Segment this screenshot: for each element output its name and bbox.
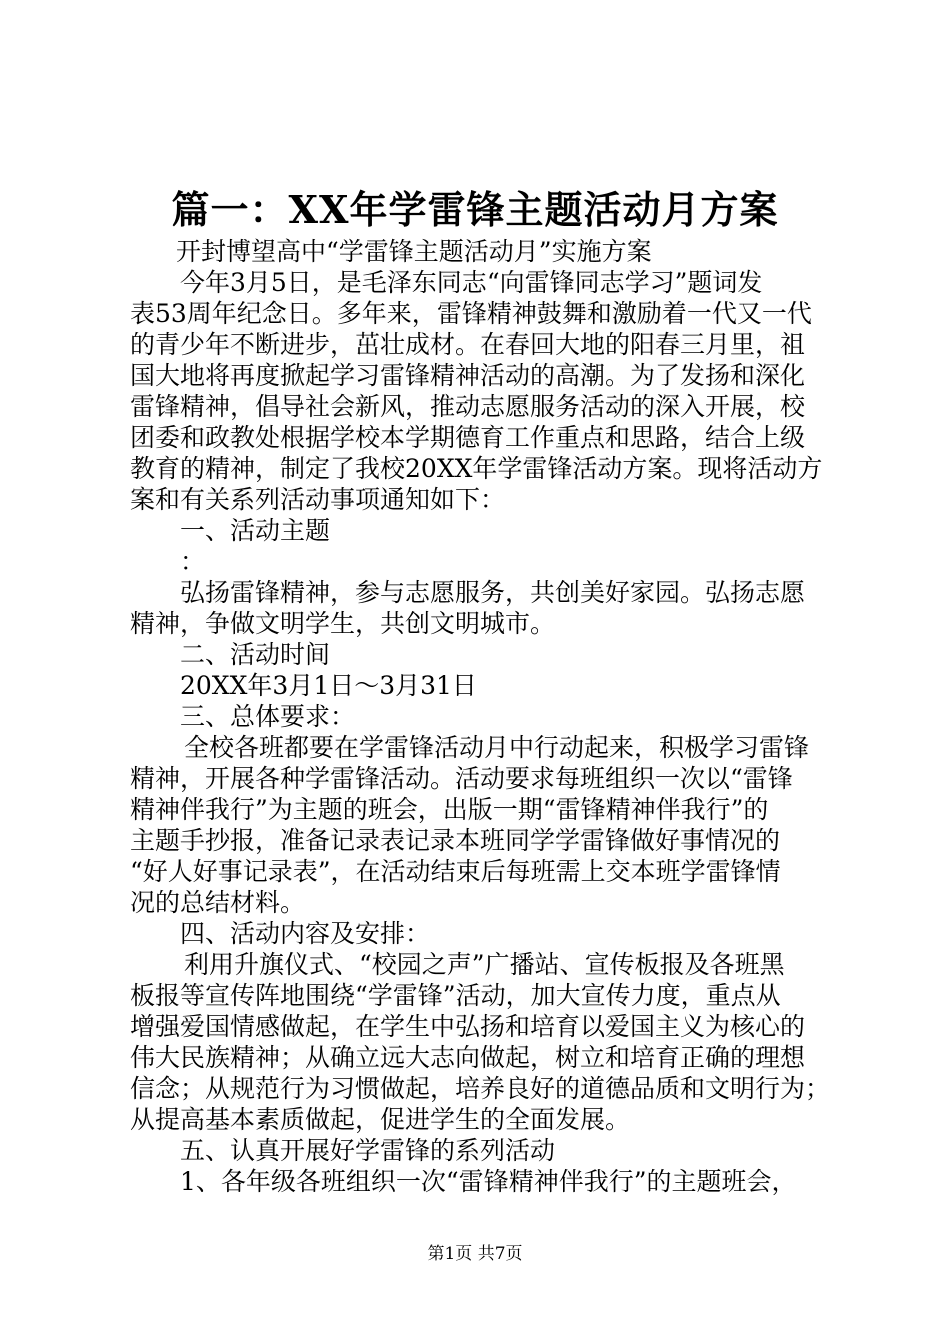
body-line: 开封博望高中“学雷锋主题活动月”实施方案 xyxy=(176,237,652,266)
body-line: 的青少年不断进步，茁壮成材。在春回大地的阳春三月里，祖 xyxy=(130,330,806,359)
body-line: 1、各年级各班组织一次“雷锋精神伴我行”的主题班会， xyxy=(180,1167,797,1196)
body-line: 四、活动内容及安排： xyxy=(180,919,431,948)
body-line: 20XX年3月1日～3月31日 xyxy=(180,671,477,700)
document-body xyxy=(130,236,830,1197)
body-line: 二、活动时间 xyxy=(180,640,331,669)
body-line: 表53周年纪念日。多年来，雷锋精神鼓舞和激励着一代又一代 xyxy=(130,299,812,328)
body-line: ： xyxy=(180,547,206,576)
document-title: 篇一：XX年学雷锋主题活动月方案 xyxy=(171,187,779,232)
body-line: 今年3月5日，是毛泽东同志“向雷锋同志学习”题词发 xyxy=(180,268,763,297)
body-line: 利用升旗仪式、“校园之声”广播站、宣传板报及各班黑 xyxy=(184,950,785,979)
body-line: 主题手抄报，准备记录表记录本班同学学雷锋做好事情况的 xyxy=(130,826,781,855)
body-line: 板报等宣传阵地围绕“学雷锋”活动，加大宣传力度，重点从 xyxy=(130,981,781,1010)
body-line: 案和有关系列活动事项通知如下： xyxy=(130,485,506,514)
body-line: 况的总结材料。 xyxy=(130,888,306,917)
page-footer: 第1页 共7页 xyxy=(427,1244,523,1264)
body-line: 弘扬雷锋精神，参与志愿服务，共创美好家园。弘扬志愿 xyxy=(180,578,806,607)
body-line: 精神，开展各种学雷锋活动。活动要求每班组织一次以“雷锋 xyxy=(130,764,793,793)
body-line: 三、总体要求： xyxy=(180,702,356,731)
body-line: 精神，争做文明学生，共创文明城市。 xyxy=(130,609,556,638)
body-line: 教育的精神，制定了我校20XX年学雷锋活动方案。现将活动方 xyxy=(130,454,823,483)
body-line: 团委和政教处根据学校本学期德育工作重点和思路，结合上级 xyxy=(130,423,806,452)
body-line: 伟大民族精神；从确立远大志向做起，树立和培育正确的理想 xyxy=(130,1043,806,1072)
body-line: 信念；从规范行为习惯做起，培养良好的道德品质和文明行为； xyxy=(130,1074,830,1103)
body-line: 雷锋精神，倡导社会新风，推动志愿服务活动的深入开展，校 xyxy=(130,392,806,421)
body-line: 国大地将再度掀起学习雷锋精神活动的高潮。为了发扬和深化 xyxy=(130,361,806,390)
body-line: 从提高基本素质做起，促进学生的全面发展。 xyxy=(130,1105,631,1134)
body-line: 全校各班都要在学雷锋活动月中行动起来，积极学习雷锋 xyxy=(184,733,810,762)
body-line: 增强爱国情感做起，在学生中弘扬和培育以爱国主义为核心的 xyxy=(130,1012,806,1041)
body-line: 一、活动主题 xyxy=(180,516,331,545)
body-line: “好人好事记录表”，在活动结束后每班需上交本班学雷锋情 xyxy=(130,857,781,886)
body-line: 五、认真开展好学雷锋的系列活动 xyxy=(180,1136,556,1165)
body-line: 精神伴我行”为主题的班会，出版一期“雷锋精神伴我行”的 xyxy=(130,795,769,824)
